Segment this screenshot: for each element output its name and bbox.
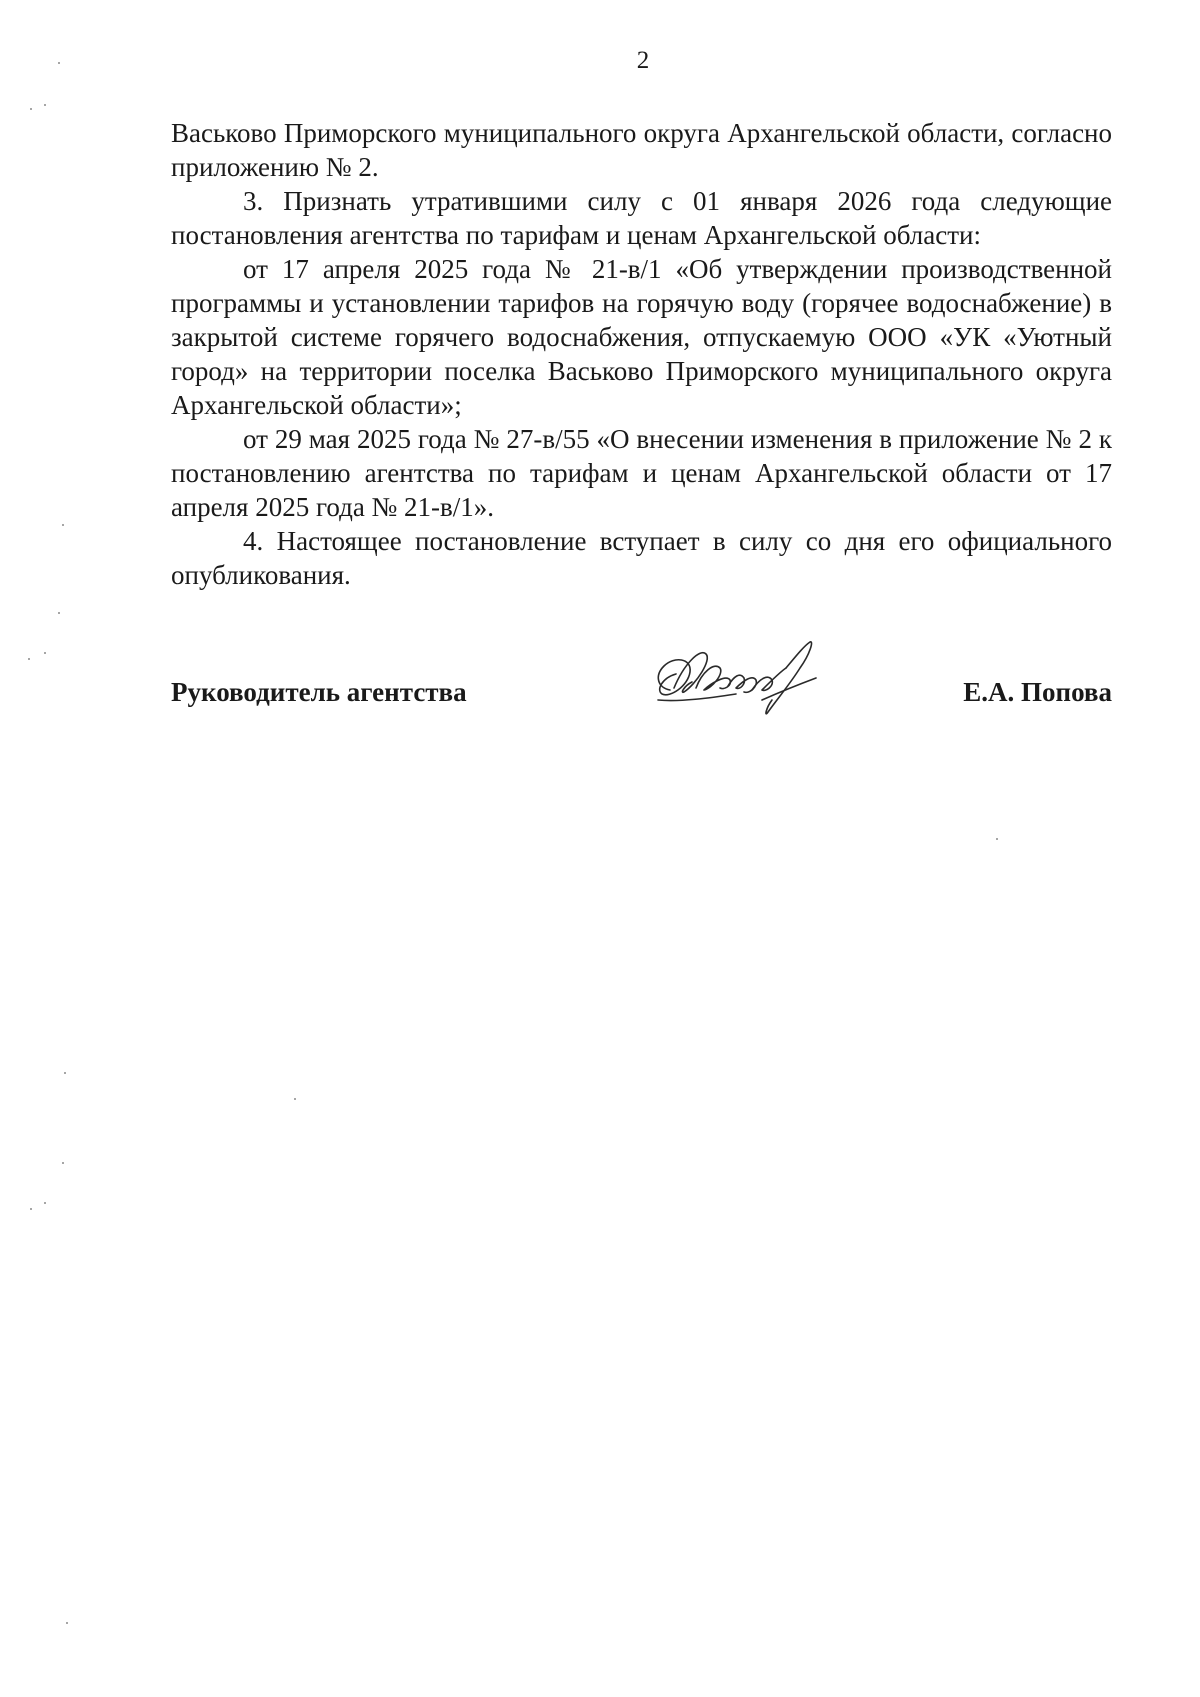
scan-speck <box>28 658 30 660</box>
signatory-position: Руководитель агентства <box>171 677 467 707</box>
scan-speck <box>30 108 32 110</box>
scan-speck <box>996 838 998 840</box>
signature-row <box>171 672 1112 712</box>
paragraph-continuation: Васьково Приморского муниципального округа Архангельской области, согласно приложению № 2. <box>171 118 1112 182</box>
scan-speck <box>64 1072 66 1074</box>
paragraph-item-4: 4. Настоящее постановление вступает в силу со дня его официального опубликования. <box>171 526 1112 590</box>
document-body <box>171 116 1112 592</box>
page-number: 2 <box>636 47 650 74</box>
signatory-name: Е.А. Попова <box>963 677 1112 707</box>
scan-speck <box>66 1622 68 1624</box>
scan-speck <box>58 612 60 614</box>
scan-speck <box>62 1162 64 1164</box>
scan-speck <box>62 524 64 526</box>
scan-speck <box>44 104 46 106</box>
paragraph-repealed-resolution-1: от 17 апреля 2025 года № 21-в/1 «Об утверждении производственной программы и установлении тарифов на горячую воду (горячее водоснабжение) в закрытой системе горячего водоснабжения, отпускаемую ООО «УК «Уютный город» на территории поселка Васьково Приморского муниципального округа Архангельской области»; <box>171 254 1112 420</box>
scan-speck <box>30 1208 32 1210</box>
paragraph-item-3: 3. Признать утратившими силу с 01 января 2026 года следующие постановления агентства по тарифам и ценам Архангельской области: <box>171 186 1112 250</box>
scan-speck <box>58 62 60 64</box>
scan-speck <box>44 652 46 654</box>
scan-speck <box>44 1202 46 1204</box>
scan-speck <box>294 1098 296 1100</box>
paragraph-repealed-resolution-2: от 29 мая 2025 года № 27-в/55 «О внесении изменения в приложение № 2 к постановлению агентства по тарифам и ценам Архангельской области от 17 апреля 2025 года № 21-в/1». <box>171 424 1112 522</box>
